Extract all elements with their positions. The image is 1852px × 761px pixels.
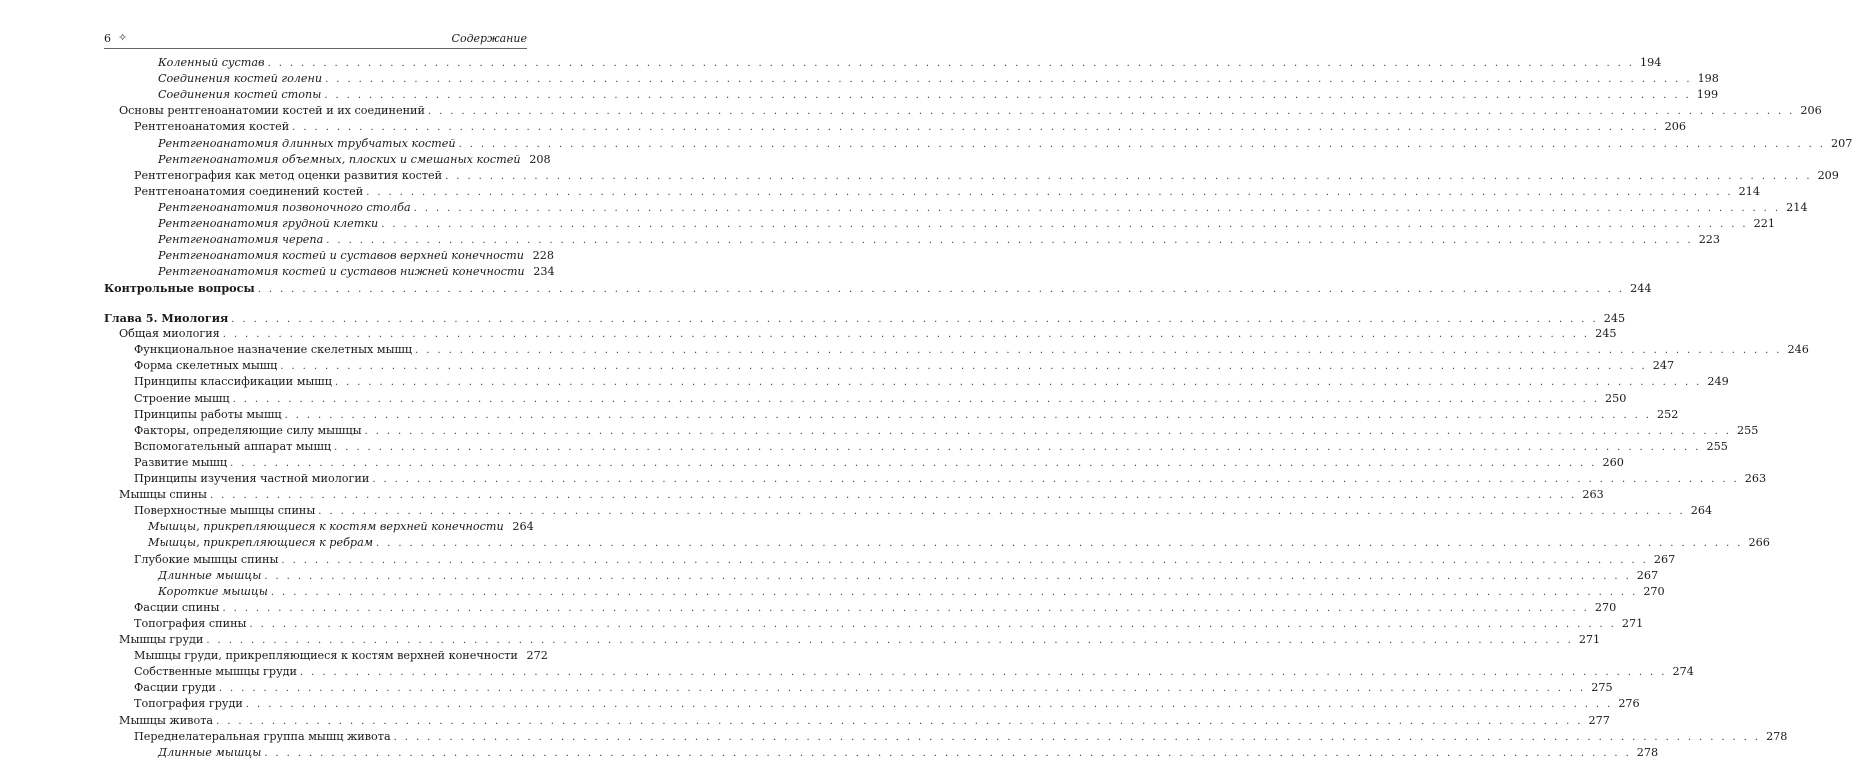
dot-leader — [264, 571, 1631, 582]
toc-entry-title: Функциональное назначение скелетных мышц — [134, 343, 413, 356]
toc-page-number: 207 — [1831, 137, 1852, 150]
toc-entry-title: Рентгеноанатомия длинных трубчатых костей — [158, 137, 456, 150]
dot-leader — [318, 506, 1685, 517]
toc-entry-row — [134, 504, 1713, 519]
dot-leader — [381, 219, 1748, 230]
toc-entry-title: Принципы работы мышц — [134, 408, 282, 421]
toc-entry-title: Топография спины — [134, 617, 247, 630]
toc-entry-title: Рентгеноанатомия соединений костей — [134, 185, 364, 198]
dot-leader — [394, 732, 1761, 743]
toc-entry-row — [134, 665, 1694, 680]
dot-leader — [268, 58, 1635, 69]
dot-leader — [300, 667, 1667, 678]
toc-entry-title: Рентгенография как метод оценки развития костей — [134, 169, 443, 182]
dot-leader — [249, 619, 1616, 630]
toc-page-number: 199 — [1696, 88, 1719, 101]
toc-entry-title: Коленный сустав — [158, 56, 265, 69]
toc-entry-title: Глубокие мышцы спины — [134, 553, 279, 566]
toc-entry-title: Мышцы, прикрепляющиеся к ребрам — [148, 536, 374, 549]
toc-entry-row — [158, 233, 1721, 248]
toc-entry-title: Рентгеноанатомия позвоночного столба — [158, 201, 411, 214]
toc-entry-row — [134, 617, 1644, 632]
toc-page-number: 270 — [1594, 601, 1617, 614]
toc-entry-title: Короткие мышцы — [158, 585, 268, 598]
toc-entry-title: Соединения костей голени — [158, 72, 323, 85]
toc-page-number: 209 — [1817, 169, 1839, 182]
toc-entry-title: Фасции груди — [134, 681, 216, 694]
toc-entry-row — [158, 265, 555, 280]
toc-entry-title: Мышцы живота — [119, 714, 214, 727]
toc-entry-row — [134, 424, 1759, 439]
toc-entry-title: Длинные мышцы — [158, 569, 262, 582]
toc-entry-title: Фасции спины — [134, 601, 220, 614]
toc-entry-title: Развитие мышц — [134, 456, 228, 469]
toc-entry-row — [134, 681, 1613, 696]
toc-page-number: 267 — [1653, 553, 1676, 566]
toc-entry-title: Рентгеноанатомия грудной клетки — [158, 217, 379, 230]
toc-entry-title: Рентгеноанатомия костей — [134, 120, 290, 133]
toc-entry-title: Форма скелетных мышц — [134, 359, 278, 372]
toc-entry-title: Рентгеноанатомия черепа — [158, 233, 324, 246]
dot-leader — [459, 139, 1826, 150]
toc-entry-row — [158, 56, 1662, 71]
toc-entry-title: Топография груди — [134, 697, 243, 710]
dot-leader — [271, 587, 1638, 598]
toc-page-number: 276 — [1618, 697, 1640, 710]
dot-leader — [223, 329, 1590, 340]
toc-page-number: 255 — [1706, 440, 1728, 453]
toc-entry-title: Принципы классификации мышц — [134, 375, 332, 388]
toc-page-number: 278 — [1766, 730, 1788, 743]
dot-leader — [280, 361, 1647, 372]
toc-page-number: 271 — [1578, 633, 1601, 646]
toc-entry-title: Мышцы спины — [119, 488, 207, 501]
toc-page-number: 274 — [1672, 665, 1694, 678]
toc-entry-row — [158, 249, 554, 264]
toc-page-number: 264 — [1690, 504, 1713, 517]
toc-page-number: 245 — [1595, 327, 1617, 340]
toc-entry-title: Вспомогательный аппарат мышц — [134, 440, 332, 453]
toc-entry-row — [119, 104, 1822, 119]
dot-leader — [445, 171, 1812, 182]
dot-leader — [285, 410, 1652, 421]
toc-page-number: 278 — [1636, 746, 1659, 759]
toc-entry-row — [134, 343, 1809, 358]
toc-page-number: 260 — [1602, 456, 1624, 469]
toc-page-number: 264 — [512, 520, 534, 533]
toc-page-number: 244 — [1630, 282, 1652, 295]
toc-entry-row — [134, 359, 1675, 374]
toc-page-number: 250 — [1605, 392, 1627, 405]
toc-entry-row — [158, 153, 551, 168]
toc-page-number: 266 — [1748, 536, 1770, 549]
dot-leader — [325, 74, 1692, 85]
toc-entry-row — [158, 569, 1659, 584]
page-header — [104, 30, 527, 50]
toc-page-number: 272 — [526, 649, 548, 662]
toc-entry-row — [134, 730, 1788, 745]
toc-entry-row — [134, 185, 1760, 200]
toc-entry-row — [134, 169, 1839, 184]
dot-leader — [210, 490, 1577, 501]
toc-entry-row — [134, 375, 1729, 390]
toc-entry-row — [158, 88, 1719, 103]
toc-entry-row — [134, 553, 1676, 568]
toc-page-number: 234 — [533, 265, 555, 278]
toc-entry-row — [134, 649, 548, 664]
toc-entry-title: Длинные мышцы — [158, 746, 262, 759]
dot-leader — [230, 458, 1597, 469]
toc-page-number: 271 — [1621, 617, 1644, 630]
toc-page-number: 277 — [1588, 714, 1610, 727]
dot-leader — [414, 203, 1781, 214]
toc-page-number: 275 — [1591, 681, 1613, 694]
ornament-icon: ✧ — [118, 31, 128, 44]
dot-leader — [216, 716, 1583, 727]
toc-entry-title: Мышцы груди, прикрепляющиеся к костям верхней конечности — [134, 649, 518, 662]
dot-leader — [415, 345, 1782, 356]
toc-entry-row — [134, 472, 1767, 487]
toc-entry-title: Рентгеноанатомия костей и суставов нижней конечности — [158, 265, 525, 278]
toc-entry-title: Принципы изучения частной миологии — [134, 472, 370, 485]
toc-page-number: 252 — [1657, 408, 1679, 421]
toc-entry-title: Факторы, определяющие силу мышцы — [134, 424, 362, 437]
toc-entry-row — [119, 488, 1604, 503]
dot-leader — [372, 474, 1739, 485]
toc-entry-title: Собственные мышцы груди — [134, 665, 298, 678]
toc-entry-title: Рентгеноанатомия костей и суставов верхней конечности — [158, 249, 524, 262]
toc-page-number: 228 — [532, 249, 554, 262]
toc-entry-title: Основы рентгеноанатомии костей и их соединений — [119, 104, 425, 117]
toc-entry-row — [148, 536, 1770, 551]
toc-entry-title: Общая миология — [119, 327, 220, 340]
toc-entry-row — [158, 746, 1659, 761]
toc-entry-row — [134, 408, 1679, 423]
toc-page-number: 246 — [1787, 343, 1809, 356]
toc-page-number: 214 — [1738, 185, 1760, 198]
dot-leader — [264, 748, 1631, 759]
dot-leader — [233, 394, 1600, 405]
toc-entry-row — [158, 217, 1775, 232]
toc-entry-row — [134, 697, 1640, 712]
toc-entry-title: Соединения костей стопы — [158, 88, 322, 101]
toc-entry-title: Рентгеноанатомия объемных, плоских и смешаных костей — [158, 153, 521, 166]
toc-page-number: 267 — [1636, 569, 1659, 582]
toc-entry-row — [119, 327, 1617, 342]
toc-page-number: 270 — [1643, 585, 1665, 598]
toc-page-number: 221 — [1753, 217, 1775, 230]
dot-leader — [335, 377, 1702, 388]
toc-entry-row — [134, 601, 1617, 616]
toc-entry-row — [158, 137, 1852, 152]
dot-leader — [246, 699, 1613, 710]
dot-leader — [428, 106, 1795, 117]
running-title: Содержание — [451, 32, 527, 45]
toc-entry-title: Контрольные вопросы — [104, 281, 255, 295]
toc-entry-row — [158, 585, 1665, 600]
toc-page-number: 263 — [1744, 472, 1767, 485]
dot-leader — [281, 555, 1648, 566]
toc-page-number: 206 — [1664, 120, 1687, 133]
toc-entry-row — [134, 440, 1728, 455]
toc-page-number: 263 — [1582, 488, 1604, 501]
dot-leader — [206, 635, 1573, 646]
toc-entry-row — [134, 120, 1687, 135]
dot-leader — [376, 538, 1743, 549]
dot-leader — [366, 187, 1733, 198]
toc-entry-row — [119, 714, 1610, 729]
toc-entry-row — [134, 392, 1627, 407]
dot-leader — [231, 314, 1598, 325]
toc-page-number: 245 — [1603, 312, 1626, 325]
toc-entry-row — [148, 520, 534, 535]
dot-leader — [326, 235, 1693, 246]
dot-leader — [258, 284, 1625, 295]
toc-entry-row — [158, 72, 1719, 87]
toc-chapter-row — [104, 281, 1652, 296]
toc-entry-row — [158, 201, 1808, 216]
toc-page-number: 198 — [1697, 72, 1719, 85]
toc-entry-row — [119, 633, 1601, 648]
toc-page-number: 223 — [1698, 233, 1721, 246]
toc-page-number: 206 — [1800, 104, 1822, 117]
toc-entry-title: Глава 5. Миология — [104, 311, 229, 325]
dot-leader — [219, 683, 1586, 694]
toc-page-number: 208 — [529, 153, 551, 166]
toc-page-number: 214 — [1786, 201, 1808, 214]
toc-entry-title: Строение мышц — [134, 392, 230, 405]
page-number: 6 — [104, 32, 111, 45]
dot-leader — [365, 426, 1732, 437]
toc-page-number: 255 — [1736, 424, 1759, 437]
toc-chapter-row — [104, 311, 1626, 326]
dot-leader — [334, 442, 1701, 453]
toc-entry-title: Переднелатеральная группа мышц живота — [134, 730, 391, 743]
toc-page-number: 249 — [1707, 375, 1729, 388]
dot-leader — [324, 90, 1691, 101]
toc-page-number: 194 — [1640, 56, 1662, 69]
toc-entry-title: Поверхностные мышцы спины — [134, 504, 316, 517]
header-rule — [104, 48, 527, 49]
toc-entry-title: Мышцы груди — [119, 633, 204, 646]
toc-entry-row — [134, 456, 1624, 471]
dot-leader — [292, 122, 1659, 133]
toc-page-number: 247 — [1652, 359, 1675, 372]
dot-leader — [222, 603, 1589, 614]
toc-entry-title: Мышцы, прикрепляющиеся к костям верхней конечности — [148, 520, 504, 533]
